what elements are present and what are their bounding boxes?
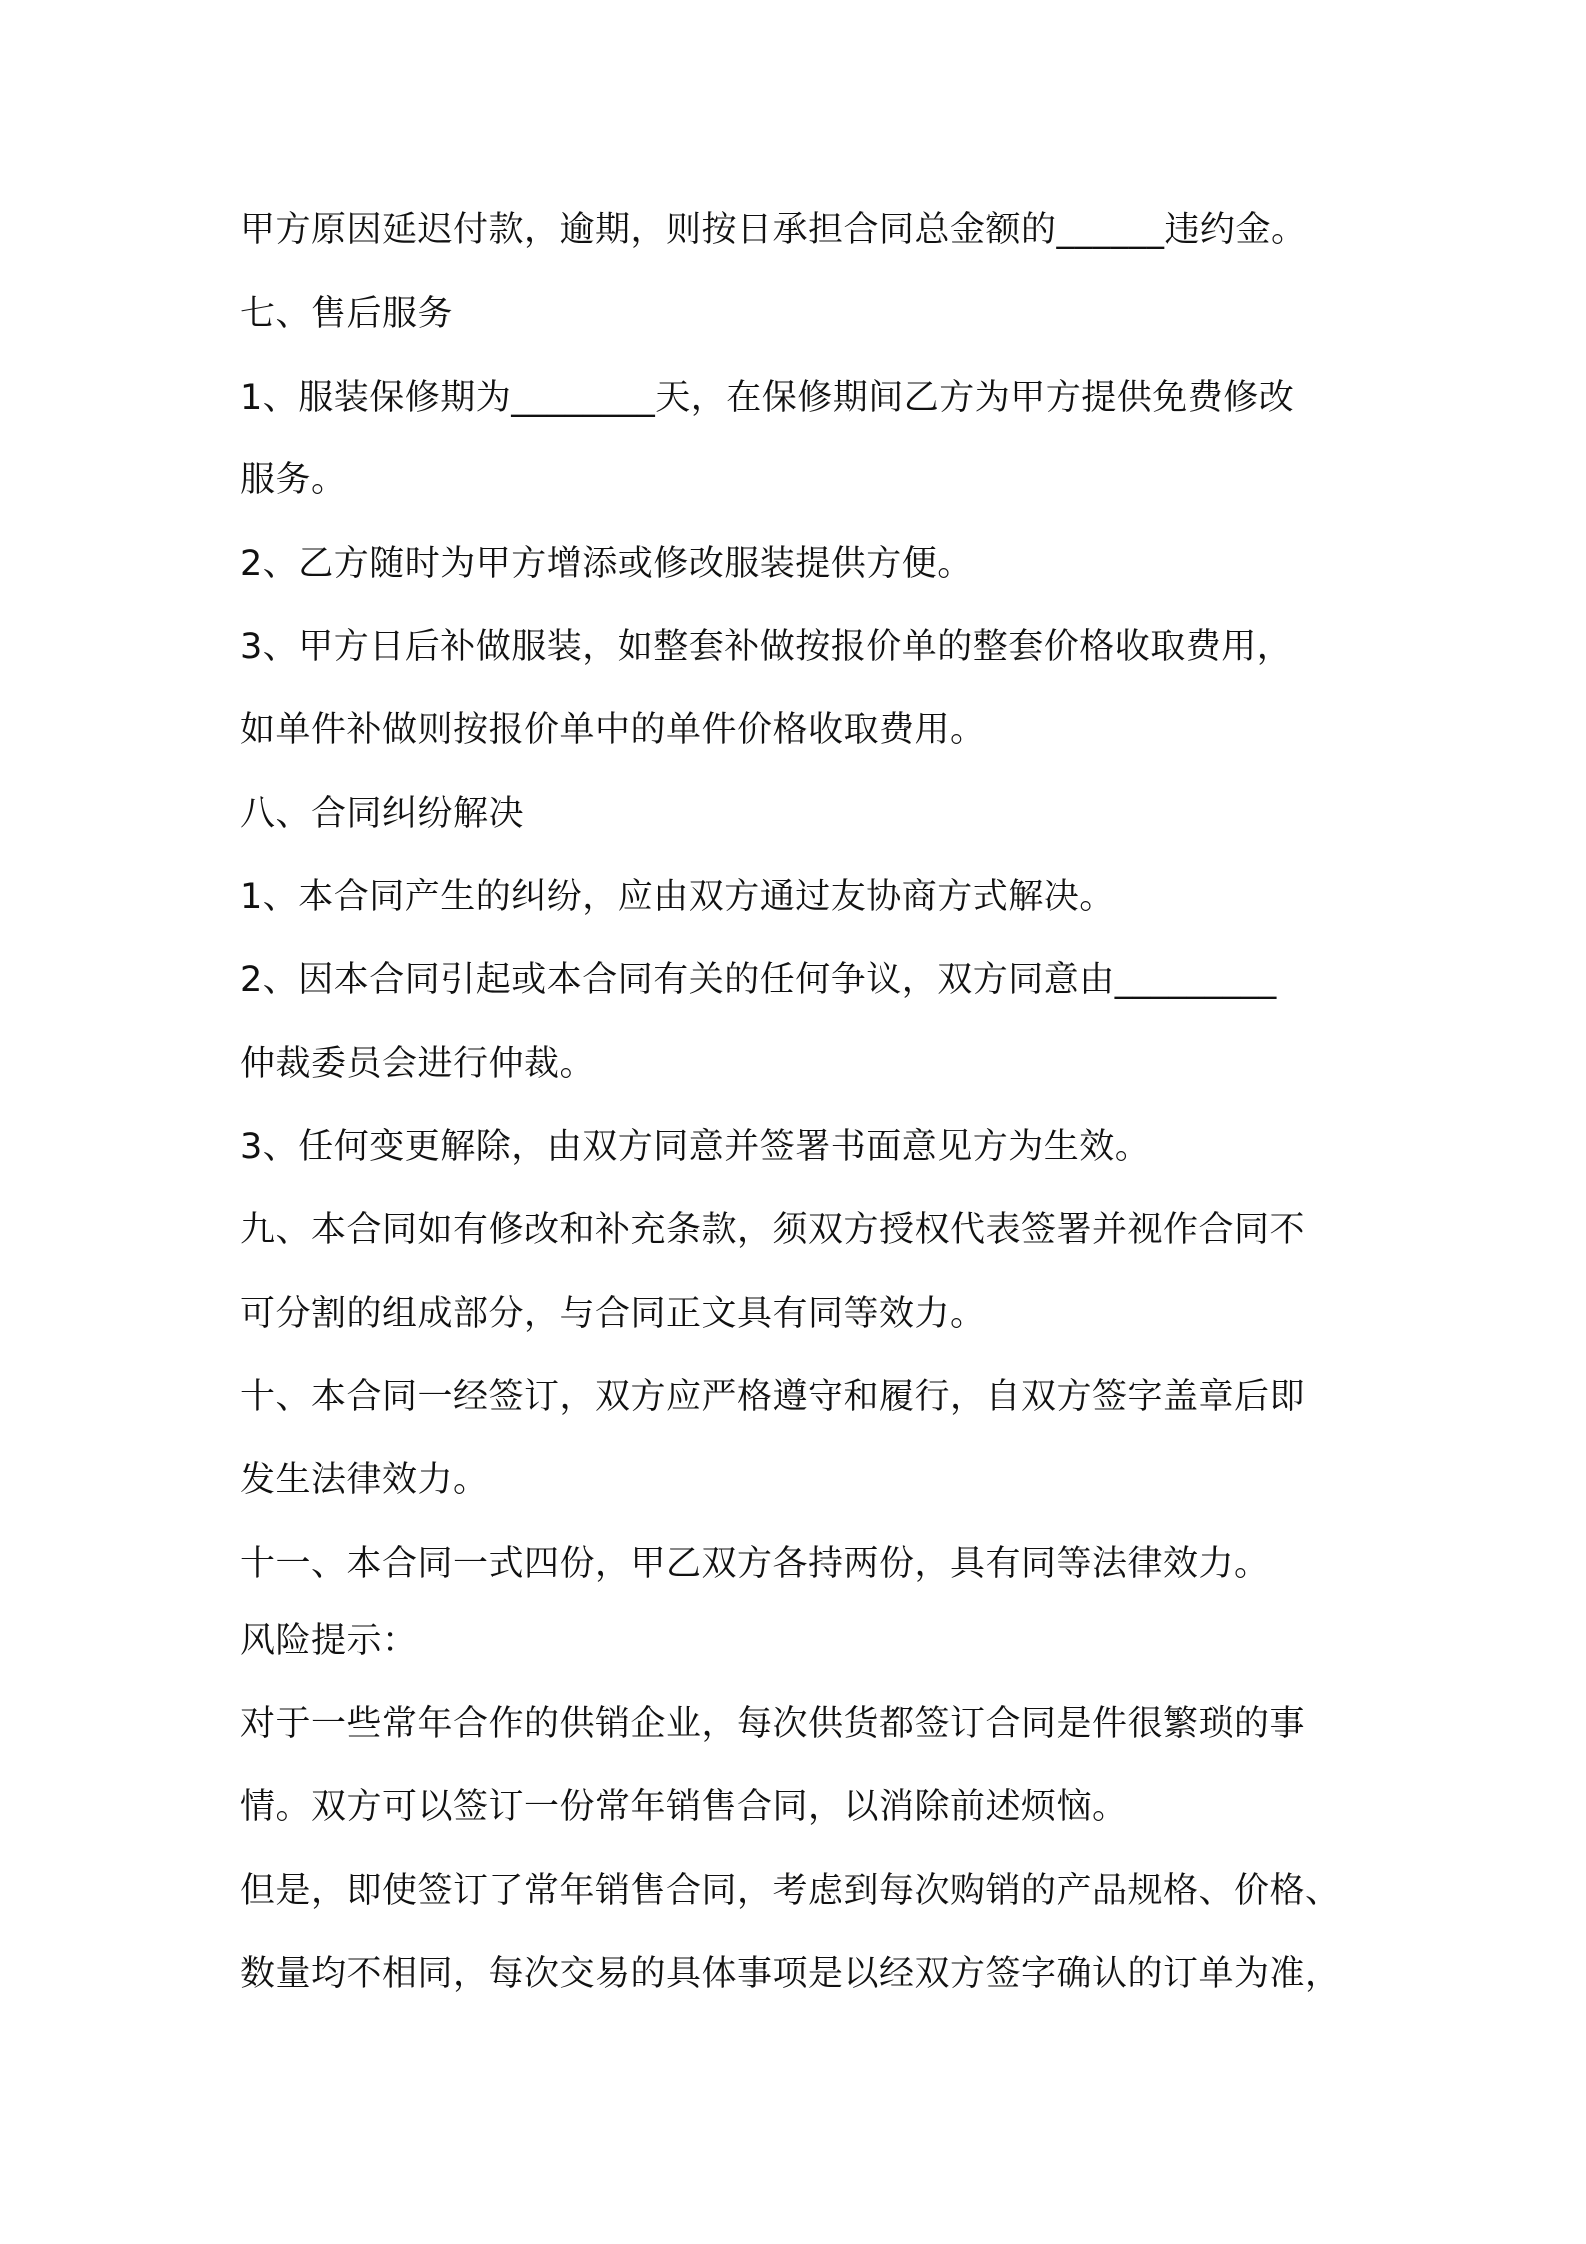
section-heading: 七、售后服务 <box>240 294 454 334</box>
text-line: 可分割的组成部分，与合同正文具有同等效力。 <box>240 1294 986 1334</box>
text-line: 1、本合同产生的纠纷，应由双方通过友协商方式解决。 <box>240 877 1115 917</box>
text-line: 十一、本合同一式四份，甲乙双方各持两份，具有同等法律效力。 <box>240 1544 1270 1584</box>
text-line: 情。双方可以签订一份常年销售合同，以消除前述烦恼。 <box>240 1787 1128 1827</box>
text-line: 甲方原因延迟付款，逾期，则按日承担合同总金额的______违约金。 <box>240 210 1307 250</box>
text-line: 但是，即使签订了常年销售合同，考虑到每次购销的产品规格、价格、 <box>240 1871 1341 1911</box>
text-line: 数量均不相同，每次交易的具体事项是以经双方签字确认的订单为准， <box>240 1954 1341 1994</box>
text-line: 1、服装保修期为________天，在保修期间乙方为甲方提供免费修改 <box>240 378 1295 418</box>
text-line: 对于一些常年合作的供销企业，每次供货都签订合同是件很繁琐的事 <box>240 1704 1306 1744</box>
text-line: 2、乙方随时为甲方增添或修改服装提供方便。 <box>240 544 973 584</box>
text-line: 3、甲方日后补做服装，如整套补做按报价单的整套价格收取费用， <box>240 627 1293 667</box>
text-line: 仲裁委员会进行仲裁。 <box>240 1044 596 1084</box>
text-line: 十、本合同一经签订，双方应严格遵守和履行，自双方签字盖章后即 <box>240 1377 1306 1417</box>
text-line: 发生法律效力。 <box>240 1460 489 1500</box>
text-line: 如单件补做则按报价单中的单件价格收取费用。 <box>240 710 986 750</box>
text-line: 3、任何变更解除，由双方同意并签署书面意见方为生效。 <box>240 1127 1151 1167</box>
text-line: 九、本合同如有修改和补充条款，须双方授权代表签署并视作合同不 <box>240 1210 1306 1250</box>
section-heading: 八、合同纠纷解决 <box>240 794 525 834</box>
text-line: 2、因本合同引起或本合同有关的任何争议，双方同意由_________ <box>240 960 1277 1000</box>
text-line: 服务。 <box>240 460 347 500</box>
section-heading: 风险提示： <box>240 1621 418 1661</box>
